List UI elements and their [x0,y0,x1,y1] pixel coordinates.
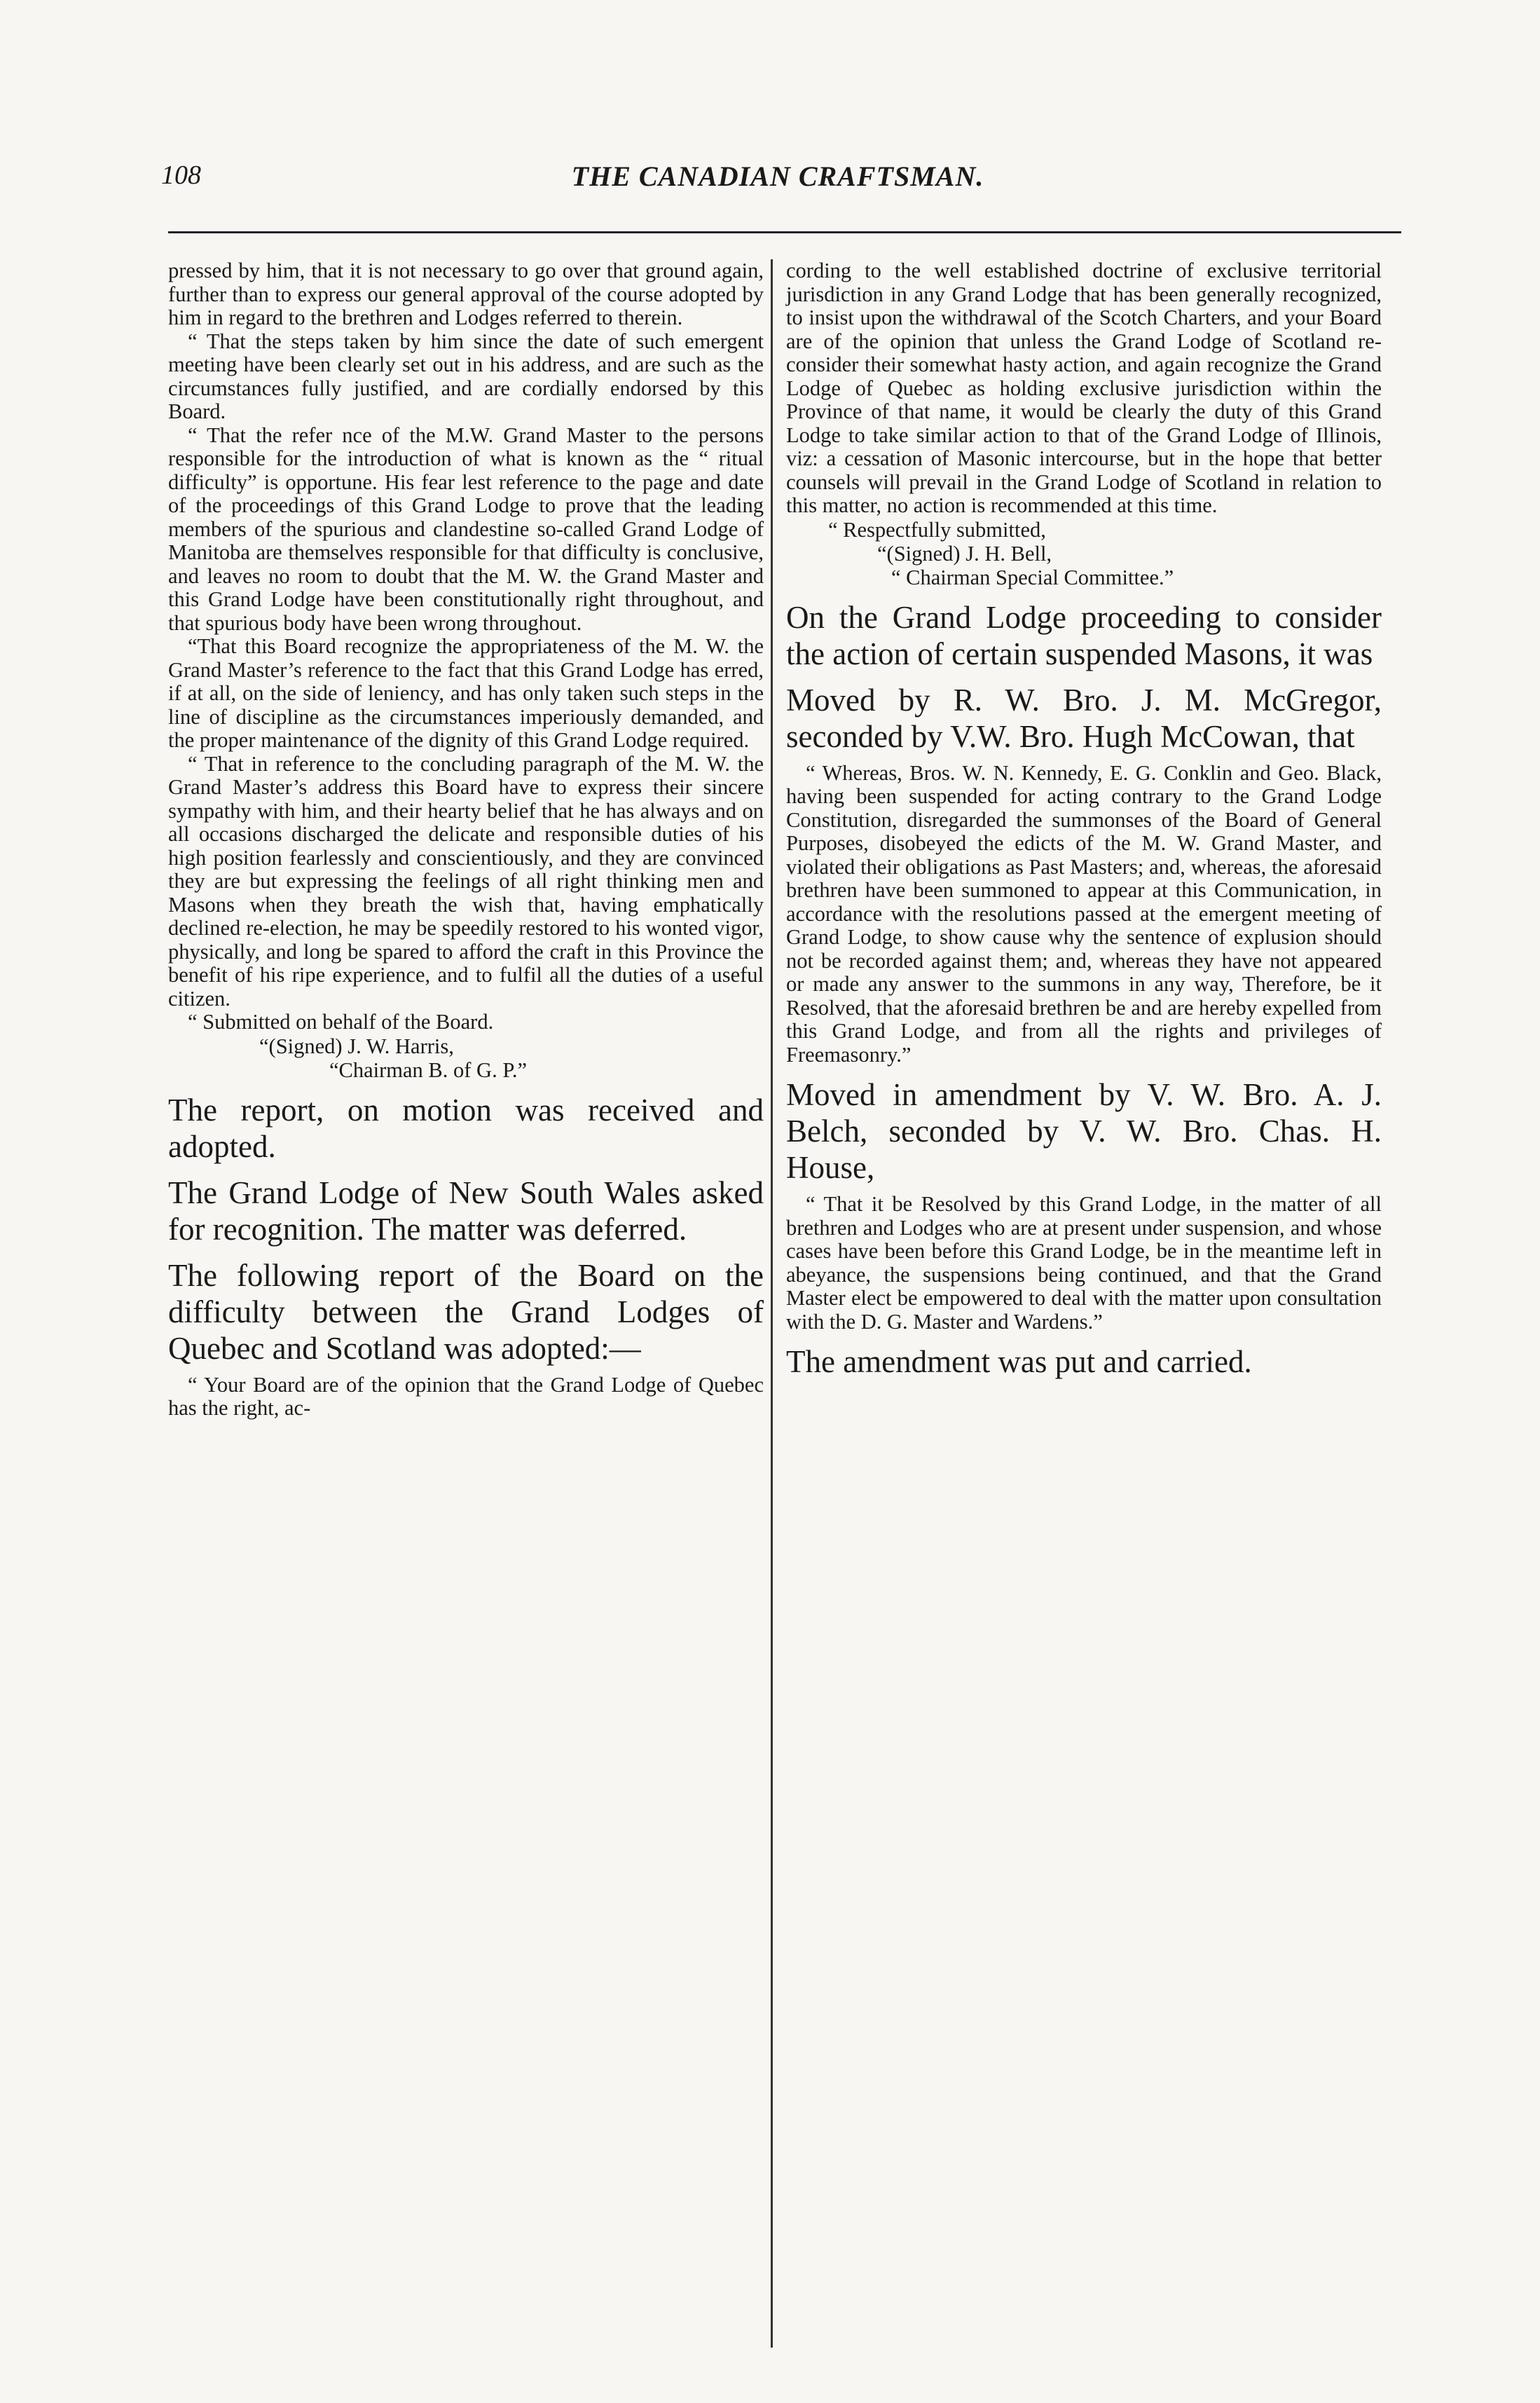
left-paragraph-3: “ That the refer nce of the M.W. Grand Master to the persons responsible for the introduction of what is known as the “ ritual difficulty” is opportune. His fear lest reference to the page and date of the proceedings of this Grand Lodge to prove that the leading members of the spurious and clandestine so-called Grand Lodge of Manitoba are themselves responsible for that difficulty is conclusive, and leaves no room to doubt that the M. W. the Grand Master and this Grand Lodge have been constitutionally right throughout, and that spurious body have been wrong throughout. [168,423,764,635]
column-divider [771,259,773,2348]
left-paragraph-4: “That this Board recognize the appropriateness of the M. W. the Grand Master’s reference to the fact that this Grand Lodge has erred, if at all, on the side of leniency, and has only taken such steps in the line of discipline as the circumstances imperiously demanded, and the proper maintenance of the dignity of this Grand Lodge required. [168,634,764,752]
left-large-paragraph-3: The following report of the Board on the difficulty between the Grand Lodges of Quebec and Scotland was adopted:— [168,1257,764,1366]
right-large-paragraph-2: Moved by R. W. Bro. J. M. McGregor, seconded by V.W. Bro. Hugh McCowan, that [786,682,1382,754]
left-signature-2: “Chairman B. of G. P.” [329,1057,528,1082]
header-rule [168,231,1401,233]
journal-title: THE CANADIAN CRAFTSMAN. [571,160,984,192]
left-paragraph-5: “ That in reference to the concluding paragraph of the M. W. the Grand Master’s address this Board have to express their sincere sympathy with him, and their hearty belief that he has always and on all occasions discharged the delicate and responsible duties of his high position fearlessly and conscientiously, and they are convinced they are but expressing the feelings of all right thinking men and Masons when they breath the wish that, having emphatically declined re-election, he may be speedily restored to his wonted vigor, physically, and long be spared to afford the craft in this Province the benefit of his ripe experience, and to fulfil all the duties of a useful citizen. [168,751,764,1011]
left-paragraph-6: “ Submitted on behalf of the Board. [188,1010,494,1034]
right-paragraph-1: cording to the well established doctrine of exclusive territorial jurisdiction in any Grand Lodge that has been generally recognized, to insist upon the withdrawal of the Scotch Charters, and your Board are of the opinion that unless the Grand Lodge of Scotland re-consider their somewhat hasty action, and again recognize the Grand Lodge of Quebec as holding exclusive jurisdiction within the Province of that name, it would be clearly the duty of this Grand Lodge to take similar action to that of the Grand Lodge of Illinois, viz: a cessation of Masonic intercourse, but in the hope that better counsels will prevail in the Grand Lodge of Scotland in relation to this matter, no action is recommended at this time. [786,259,1382,517]
left-large-paragraph-1: The report, on motion was received and adopted. [168,1092,764,1164]
right-signature-2: “(Signed) J. H. Bell, [877,541,1052,566]
left-large-paragraph-2: The Grand Lodge of New South Wales asked for recognition. The matter was deferred. [168,1175,764,1247]
right-large-paragraph-4: The amendment was put and carried. [786,1344,1252,1379]
right-column [786,259,1382,1387]
left-paragraph-1: pressed by him, that it is not necessary to go over that ground again, further than to express our general approval of the course adopted by him in regard to the brethren and Lodges referred to therein. [168,259,764,329]
page-number: 108 [161,160,201,190]
right-signature-3: “ Chairman Special Committee.” [891,565,1174,589]
left-paragraph-7: “ Your Board are of the opinion that the Grand Lodge of Quebec has the right, ac- [168,1372,764,1420]
right-large-paragraph-1: On the Grand Lodge proceeding to consider the action of certain suspended Masons, it was [786,599,1382,671]
left-column [168,259,764,1420]
left-signature-1: “(Signed) J. W. Harris, [259,1034,454,1058]
right-paragraph-2: “ Whereas, Bros. W. N. Kennedy, E. G. Conklin and Geo. Black, having been suspended for acting contrary to the Grand Lodge Constitution, disregarded the summonses of the Board of General Purposes, disobeyed the edicts of the M. W. Grand Master, and violated their obligations as Past Masters; and, whereas, the aforesaid brethren have been summoned to appear at this Communication, in accordance with the resolutions passed at the emergent meeting of Grand Lodge, to show cause why the sentence of explusion should not be recorded against them; and, whereas they have not appeared or made any answer to the summons in any way, Therefore, be it Resolved, that the aforesaid brethren be and are hereby expelled from this Grand Lodge, and from all the rights and privileges of Freemasonry.” [786,760,1382,1067]
left-paragraph-2: “ That the steps taken by him since the date of such emergent meeting have been clearly set out in his address, and are such as the circumstances fully justified, and are cordially endorsed by this Board. [168,329,764,423]
running-header [161,160,1394,209]
right-paragraph-3: “ That it be Resolved by this Grand Lodge, in the matter of all brethren and Lodges who are at present under suspension, and whose cases have been before this Grand Lodge, be in the meantime left in abeyance, the suspensions being continued, and that the Grand Master elect be empowered to deal with the matter upon consultation with the D. G. Master and Wardens.” [786,1192,1382,1334]
right-large-paragraph-3: Moved in amendment by V. W. Bro. A. J. Belch, seconded by V. W. Bro. Chas. H. House, [786,1077,1382,1185]
right-signature-1: “ Respectfully submitted, [828,517,1046,542]
